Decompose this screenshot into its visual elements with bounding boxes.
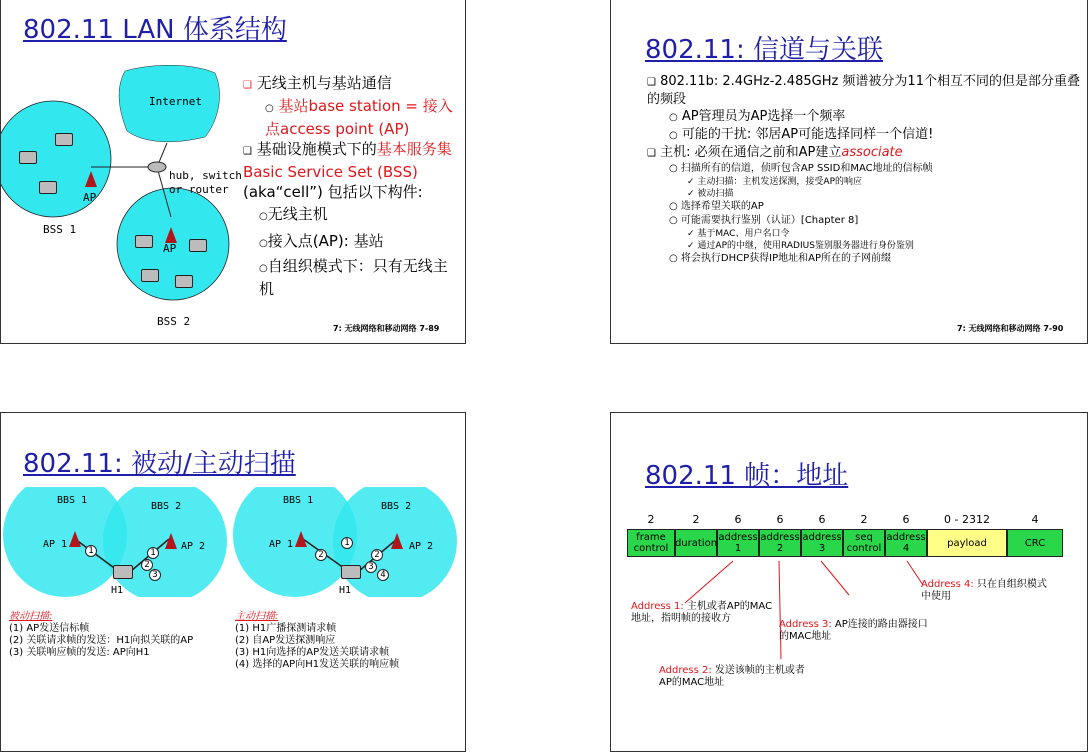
laptop-icon [189,239,207,252]
step-3-badge: 3 [365,561,377,573]
slide-title: 802.11 LAN 体系结构 [23,15,287,45]
caption-line: (1) AP发送信标帧 [9,623,90,634]
step-4-badge: 4 [377,569,389,581]
address2-desc: 发送该帧的主机或者AP的MAC地址 [659,665,805,688]
field-size: 2 [692,513,700,526]
address4-desc: 只在自组织模式中使用 [921,579,1047,602]
frame-size-row [627,513,1063,527]
circle-bullet-icon: ○ [669,253,678,264]
passive-scan-caption [9,611,227,659]
laptop-icon [135,235,153,248]
laptop-icon [141,269,159,282]
slide-802-11-frame-addressing [610,412,1088,752]
frame-control-field: frame control [627,529,675,557]
slide-802-11-lan-architecture [0,0,466,344]
seq-control-field: seq control [843,529,885,557]
field-size: 6 [776,513,784,526]
slide-title: 802.11: 被动/主动扫描 [23,449,296,479]
step-1-badge: 1 [85,545,97,557]
caption-line: (2) 关联请求帧的发送：H1向拟关联的AP [9,635,194,646]
h1-label: H1 [111,585,124,596]
active-scan-title: 主动扫描: [235,611,279,622]
square-bullet-icon: ❑ [243,146,252,157]
bss1-label: BBS 1 [57,495,88,506]
address2-note [659,665,809,689]
router-label: or router [169,183,229,196]
bullet-text: 基站base station = 接入点access point (AP) [265,97,453,138]
bullet-text: 无线主机与基站通信 [256,74,392,92]
bss2-label: BBS 2 [381,501,412,512]
circle-bullet-icon: ○ [259,238,268,249]
hub-label: hub, switch [169,169,242,182]
bullet-text: 802.11b: 2.4GHz-2.485GHz 频谱被分为11个相互不同的但是部分重叠的频段 [647,74,1080,107]
step-1-badge: 1 [147,547,159,559]
step-2-badge: 2 [315,549,327,561]
ap-icon [165,227,177,243]
square-bullet-icon: ❑ [647,77,656,88]
laptop-icon [55,133,73,146]
payload-field: payload [927,529,1007,557]
step-2-badge: 2 [371,549,383,561]
bullet-text: 主动扫描：主机发送探测，接受AP的响应 [697,177,862,187]
bullet-text: (aka“cell”) 包括以下构件: [243,183,423,201]
bullet-text: 无线主机 [267,205,328,223]
caption-line: (3) H1向选择的AP发送关联请求帧 [235,647,390,658]
field-size: 6 [734,513,742,526]
ap-icon [165,533,177,549]
address2-label: Address 2: [659,665,712,676]
circle-bullet-icon: ○ [669,163,678,174]
bullet-text: 接入点(AP): 基站 [267,232,384,250]
caption-line: (3) 关联响应帧的发送: AP向H1 [9,647,150,658]
square-bullet-icon: ❑ [647,148,656,159]
address3-label: Address 3: [779,619,832,630]
address4-note [921,579,1051,603]
duration-field: duration [675,529,717,557]
address2-field: address 2 [759,529,801,557]
circle-bullet-icon: ○ [669,112,678,123]
field-size: 0 - 2312 [944,513,990,526]
slide-title: 802.11 帧：地址 [645,461,849,491]
bullet-text: 可能需要执行鉴别（认证）[Chapter 8] [680,215,859,226]
internet-label: Internet [149,95,202,108]
bullet-list: ❑ 802.11b: 2.4GHz-2.485GHz 频谱被分为11个相互不同的但是部分重叠的频段 ○ AP管理员为AP选择一个频率 ○ 可能的干扰: 邻居AP可能选择同样一个信道! ❑ 主机: 必须在通信之前和AP建立associate ○ 扫描所有的信道，侦听包含AP SSID和MAC地址的信标帧 ✓ 主动扫描：主机发送探测，接受AP的响应 ✓ 被动扫描 ○ 选择希望关联的AP ○ 可能需要执行鉴别（认证）[Chapter 8] ✓ 基于MAC、用户名口令 ✓ 通过AP的中继，使用RADIUS鉴别服务器进行身份鉴别 ○ 将会执行DHCP获得IP地址和AP所在的子网前缀 [647,74,1080,264]
ap-icon [85,171,97,187]
bullet-text: 自组织模式下：只有无线主机 [259,257,448,298]
address3-desc: AP连接的路由器接口的MAC地址 [779,619,928,642]
field-size: 2 [647,513,655,526]
address4-field: address 4 [885,529,927,557]
laptop-icon [19,151,37,164]
circle-bullet-icon: ○ [669,201,678,212]
bullet-text: 选择希望关联的AP [680,201,764,212]
bullet-text: 可能的干扰: 邻居AP可能选择同样一个信道! [681,127,934,142]
bullet-text: AP管理员为AP选择一个频率 [681,109,846,124]
address1-desc: 主机或者AP的MAC地址，指明帧的接收方 [631,601,773,624]
circle-bullet-icon: ○ [259,263,268,274]
ap-icon [295,531,307,547]
address3-note [779,619,929,643]
address3-field: address 3 [801,529,843,557]
ap1-label: AP 1 [43,539,68,550]
laptop-icon [113,565,133,579]
active-scan-caption [235,611,461,671]
bss2-label: BSS 2 [157,315,191,328]
bullet-text: 扫描所有的信道，侦听包含AP SSID和MAC地址的信标帧 [680,163,933,174]
field-size: 6 [902,513,910,526]
address4-label: Address 4: [921,579,974,590]
bullet-text: 主机: 必须在通信之前和AP建立 [660,145,842,160]
bss-circles [1,97,241,337]
bss1-label: BSS 1 [43,223,77,236]
ap-icon [69,531,81,547]
crc-field: CRC [1007,529,1063,557]
ap1-label: AP 1 [269,539,294,550]
bullet-text-red: 基本服务集Basic Service Set (BSS) [243,140,452,181]
step-3-badge: 3 [149,569,161,581]
slide-footer: 7: 无线网络和移动网络 7-90 [957,324,1064,333]
caption-line: (2) 自AP发送探测响应 [235,635,336,646]
address1-field: address 1 [717,529,759,557]
circle-bullet-icon: ○ [669,215,678,226]
laptop-icon [175,275,193,288]
laptop-icon [341,565,361,579]
laptop-icon [39,181,57,194]
passive-scan-title: 被动扫描: [9,611,53,622]
bullet-text: 通过AP的中继，使用RADIUS鉴别服务器进行身份鉴别 [697,241,914,251]
ap2-label: AP 2 [181,541,206,552]
circle-bullet-icon: ○ [265,103,274,114]
square-bullet-icon: ❑ [243,80,252,91]
bullet-text: 被动扫描 [697,189,734,199]
ap2-label: AP 2 [409,541,434,552]
caption-line: (1) H1广播探测请求帧 [235,623,337,634]
slide-footer: 7: 无线网络和移动网络 7-89 [333,324,440,333]
slide-title: 802.11: 信道与关联 [645,35,883,65]
address1-note [631,601,781,625]
bullet-text: 将会执行DHCP获得IP地址和AP所在的子网前缀 [680,253,892,264]
h1-label: H1 [339,585,352,596]
bss2-label: BBS 2 [151,501,182,512]
bullet-text-red: associate [841,145,903,160]
ap-icon [391,533,403,549]
ap-label-bss2: AP [163,242,177,255]
field-size: 4 [1031,513,1039,526]
caption-line: (4) 选择的AP向H1发送关联的响应帧 [235,659,400,670]
slide-802-11-channels [610,0,1088,344]
bullet-text: 基础设施模式下的 [256,140,377,158]
bullet-text: 基于MAC、用户名口令 [697,229,790,239]
circle-bullet-icon: ○ [259,211,268,222]
field-size: 6 [818,513,826,526]
field-size: 2 [860,513,868,526]
ap-label-bss1: AP [83,191,97,204]
step-1-badge: 1 [341,537,353,549]
address1-label: Address 1: [631,601,684,612]
step-2-badge: 2 [141,559,153,571]
bullet-list [243,73,461,299]
bss1-label: BBS 1 [283,495,314,506]
slide-802-11-scanning [0,412,466,752]
circle-bullet-icon: ○ [669,130,678,141]
